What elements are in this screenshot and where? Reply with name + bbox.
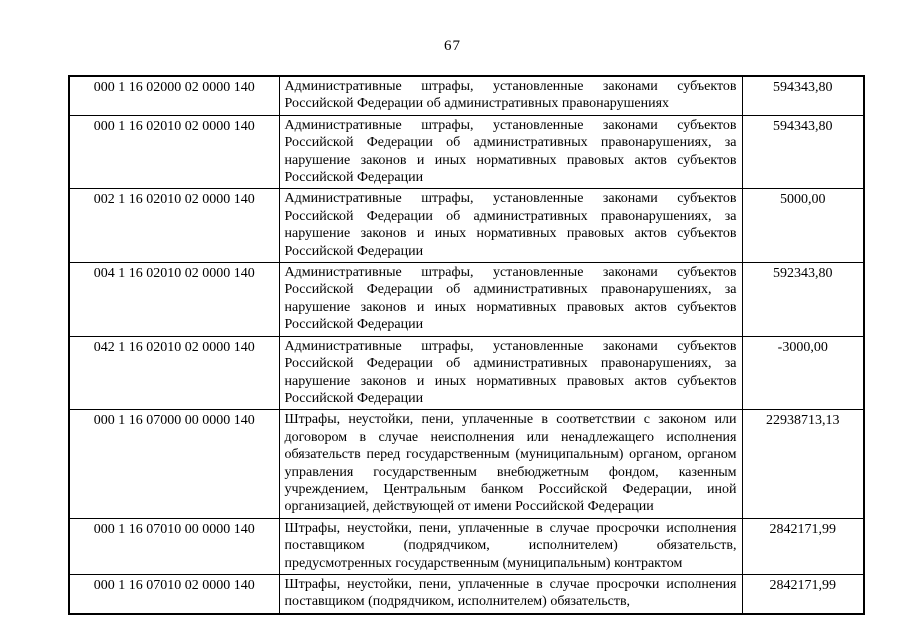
table-row xyxy=(69,263,864,337)
page-number: 67 xyxy=(444,38,461,54)
description-cell: Административные штрафы, установленные законами субъектов Российской Федерации об административных правонарушениях, за нарушение законов и иных нормативных правовых актов субъектов Российской Федерации xyxy=(279,263,742,337)
table-row xyxy=(69,518,864,574)
amount-cell: 22938713,13 xyxy=(742,410,864,518)
amount-cell: 5000,00 xyxy=(742,189,864,263)
budget-code-cell: 000 1 16 07010 02 0000 140 xyxy=(69,574,279,613)
budget-code-cell: 002 1 16 02010 02 0000 140 xyxy=(69,189,279,263)
amount-cell: 594343,80 xyxy=(742,76,864,115)
description-cell: Штрафы, неустойки, пени, уплаченные в случае просрочки исполнения поставщиком (подрядчиком, исполнителем) обязательств, предусмотренных государственным (муниципальным) контрактом xyxy=(279,518,742,574)
budget-code-cell: 000 1 16 02000 02 0000 140 xyxy=(69,76,279,115)
table-row xyxy=(69,410,864,518)
table-row xyxy=(69,76,864,115)
budget-table-body xyxy=(69,76,864,614)
amount-cell: 592343,80 xyxy=(742,263,864,337)
budget-code-cell: 000 1 16 02010 02 0000 140 xyxy=(69,115,279,189)
amount-cell: 594343,80 xyxy=(742,115,864,189)
budget-revenue-table xyxy=(68,75,865,615)
description-cell: Административные штрафы, установленные законами субъектов Российской Федерации об административных правонарушениях, за нарушение законов и иных нормативных правовых актов субъектов Российской Федерации xyxy=(279,189,742,263)
amount-cell: 2842171,99 xyxy=(742,574,864,613)
table-row xyxy=(69,189,864,263)
amount-cell: -3000,00 xyxy=(742,336,864,410)
budget-code-cell: 000 1 16 07000 00 0000 140 xyxy=(69,410,279,518)
table-row xyxy=(69,336,864,410)
description-cell: Административные штрафы, установленные законами субъектов Российской Федерации об административных правонарушениях, за нарушение законов и иных нормативных правовых актов субъектов Российской Федерации xyxy=(279,336,742,410)
amount-cell: 2842171,99 xyxy=(742,518,864,574)
table-row xyxy=(69,574,864,613)
table-row xyxy=(69,115,864,189)
description-cell: Штрафы, неустойки, пени, уплаченные в соответствии с законом или договором в случае неисполнения или ненадлежащего исполнения обязательств перед государственным (муниципальным) органом, органом управления государственным внебюджетным фондом, казенным учреждением, Центральным банком Российской Федерации, иной организацией, действующей от имени Российской Федерации xyxy=(279,410,742,518)
description-cell: Штрафы, неустойки, пени, уплаченные в случае просрочки исполнения поставщиком (подрядчиком, исполнителем) обязательств, xyxy=(279,574,742,613)
budget-code-cell: 004 1 16 02010 02 0000 140 xyxy=(69,263,279,337)
budget-code-cell: 000 1 16 07010 00 0000 140 xyxy=(69,518,279,574)
description-cell: Административные штрафы, установленные законами субъектов Российской Федерации об административных правонарушениях, за нарушение законов и иных нормативных правовых актов субъектов Российской Федерации xyxy=(279,115,742,189)
budget-code-cell: 042 1 16 02010 02 0000 140 xyxy=(69,336,279,410)
description-cell: Административные штрафы, установленные законами субъектов Российской Федерации об административных правонарушениях xyxy=(279,76,742,115)
